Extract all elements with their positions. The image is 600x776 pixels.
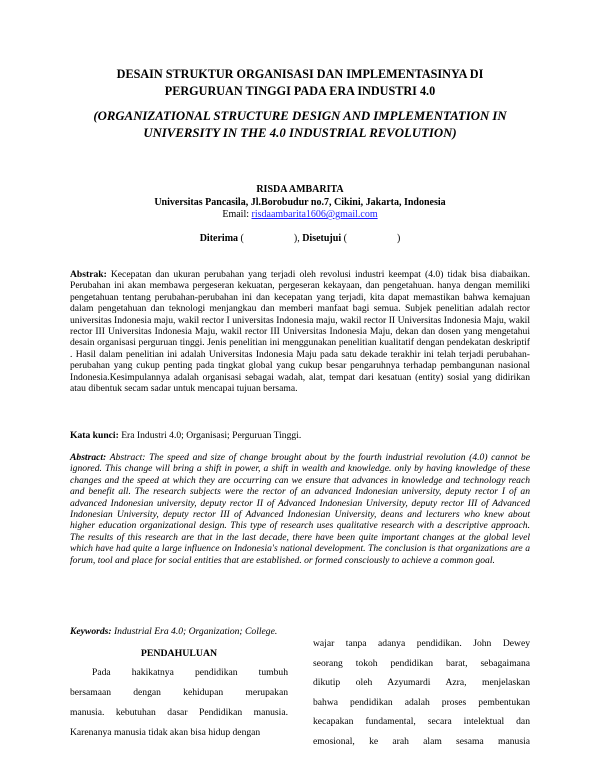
paper-title-indonesian <box>70 66 530 100</box>
intro-left-column <box>70 663 288 743</box>
abstract-id-label: Abstrak: <box>70 269 107 280</box>
abstract-en-label: Abstract: <box>70 452 107 463</box>
approved-label: Disetujui <box>302 233 342 244</box>
title-line-1: DESAIN STRUKTUR ORGANISASI DAN IMPLEMENTASINYA DI <box>116 67 484 81</box>
title-en-line-1: (ORGANIZATIONAL STRUCTURE DESIGN AND IMPLEMENTATION IN <box>93 109 507 123</box>
intro-right-line: kecapakan fundamental, secara intelektual dan <box>313 716 530 728</box>
intro-right-line: emosional, ke arah alam sesama manusia <box>313 735 530 747</box>
keywords-en-label: Keywords: <box>70 626 112 637</box>
approved-value: ( ) <box>343 233 401 244</box>
intro-right-line: seorang tokoh pendidikan barat, sebagaimana <box>313 657 530 669</box>
intro-right-line: wajar tanpa adanya pendidikan. John Dewey <box>313 638 530 649</box>
intro-left-line: Pada hakikatnya pendidikan tumbuh <box>92 667 288 678</box>
intro-left-line: Karenanya manusia tidak akan bisa hidup dengan <box>70 727 261 738</box>
intro-left-line: manusia. kebutuhan dasar Pendidikan manusia. <box>70 707 288 718</box>
received-value: ( ), <box>240 233 300 244</box>
intro-right-line: bahwa pendidikan adalah proses pembentukan <box>313 696 530 708</box>
abstract-indonesian <box>70 269 530 394</box>
keywords-id-text: Era Industri 4.0; Organisasi; Perguruan Tinggi. <box>121 430 302 441</box>
paper-title-english <box>60 108 540 142</box>
submission-dates <box>0 233 600 244</box>
title-en-line-2: UNIVERSITY IN THE 4.0 INDUSTRIAL REVOLUTION) <box>143 126 457 140</box>
keywords-id-label: Kata kunci: <box>70 430 119 441</box>
author-affiliation: Universitas Pancasila, Jl.Borobudur no.7, Cikini, Jakarta, Indonesia <box>154 197 446 208</box>
keywords-indonesian <box>70 430 530 441</box>
intro-right-line: dikutip oleh Azyumardi Azra, menjelaskan <box>313 677 530 689</box>
author-name: RISDA AMBARITA <box>256 184 344 195</box>
abstract-english <box>70 452 530 566</box>
intro-left-line: bersamaan dengan kehidupan merupakan <box>70 687 288 698</box>
keywords-en-text: Industrial Era 4.0; Organization; College. <box>113 626 278 637</box>
email-label: Email: <box>222 209 250 220</box>
title-line-2: PERGURUAN TINGGI PADA ERA INDUSTRI 4.0 <box>164 84 436 98</box>
section-heading-introduction: PENDAHULUAN <box>140 648 218 659</box>
abstract-id-text: Kecepatan dan ukuran perubahan yang terjadi oleh revolusi industri keempat (4.0) tidak bisa diabaikan. Perubahan ini akan membawa pergeseran kekuatan, pergeseran kekayaan, dan pengetahuan. hanya dengan memiliki pengetahuan tentang perubahan-perubahan ini dan kecepatan yang terjadi, kita dapat memastikan bahwa kemajuan dalam pengetahuan dan teknologi menjangkau dan memberi manfaat bagi semua. Subjek penelitian adalah rector universitas Indonesia maju, wakil rector I universitas Indonesia maju, wakil rector II Universitas Indonesia Maju, wakil rector III Universitas Indonesia Maju, wakil rector III Universitas Indonesia Maju, dekan dan dosen yang mengetahui desain organisasi perguruan tinggi. Jenis penelitian ini menggunakan penelitian kualitatif dengan pendekatan deskriptif . Hasil dalam penelitian ini adalah Universitas Indonesia Maju pada satu dekade terakhir ini telah terjadi perubahan-perubahan yang cukup penting pada tingkat global yang cukup besar pengaruhnya terhadap pembangunan nasional Indonesia.Kesimpulannya adalah organisasi sebagai wadah, alat, tempat dari kesatuan (entity) sosial yang didirikan atau dibentuk secam sadar untuk mencapai tujuan bersama. <box>70 269 530 395</box>
email-link[interactable]: risdaambarita1606@gmail.com <box>251 209 378 220</box>
abstract-en-text: Abstract: The speed and size of change brought about by the fourth industrial revolution (4.0) cannot be ignored. This change will bring a shift in power, a shift in wealth and knowledge. only by having knowledge of these changes and the speed at which they are occurring can we ensure that advances in knowledge and technology reach and benefit all. The research subjects were the rector of an advanced Indonesian university, deputy rector I of an advanced Indonesian university, deputy rector II of Advanced Indonesian University, deputy rector III of Advanced Indonesian University, deputy rector III of Advanced Indonesian University, deans and lecturers who knew about higher education organizational design. This type of research uses qualitative research with a descriptive approach. The results of this research are that in the last decade, there have been quite important changes at the global level which have had quite a large influence on Indonesia's national development. The conclusion is that organizations are a forum, tool and place for social entities that are established. or formed consciously to achieve a common goal. <box>70 452 530 566</box>
author-email-line <box>0 209 600 220</box>
intro-right-column <box>313 634 530 752</box>
received-label: Diterima <box>199 233 239 244</box>
